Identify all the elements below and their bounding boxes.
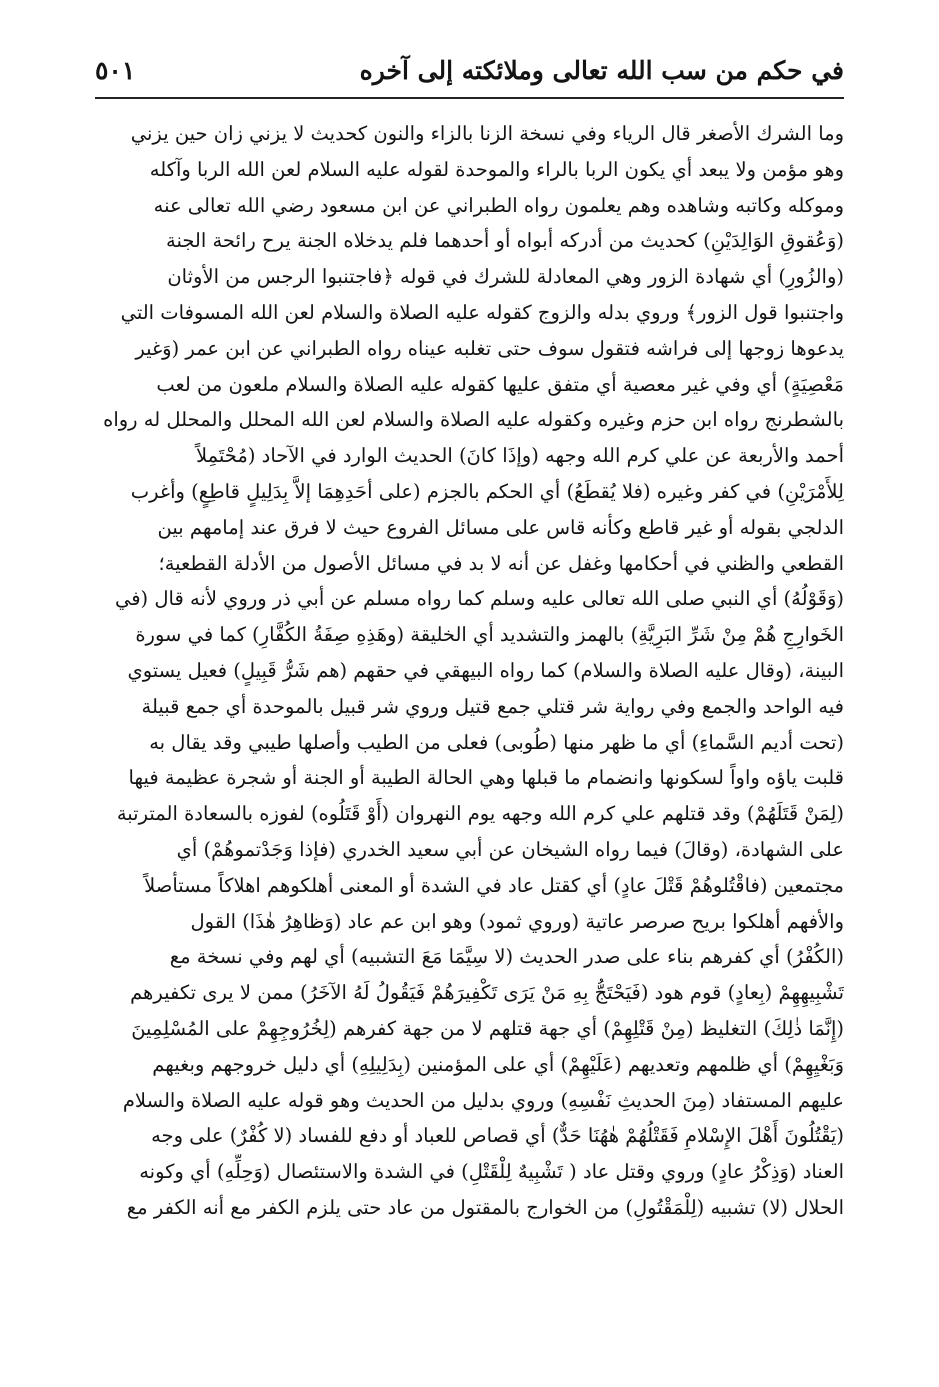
text-line: البينة، (وقال عليه الصلاة والسلام) كما رواه البيهقي في حقهم (هم شَرُّ قَبِيلٍ) فعيل يستوي [127,658,844,682]
text-line: لِلأَمْرَيْنِ) في كفر وغيره (فلا يُقطَعُ) أي الحكم بالجزم (على أحَدِهِمَا إلاَّ بِدَلِيلٍ قاطِعٍ) وأغرب [130,479,844,503]
text-line: وهو مؤمن ولا يبعد أي يكون الربا بالراء والموحدة لقوله عليه السلام لعن الله الربا وآكله [149,157,844,181]
text-line: (وَقَوْلُهُ) أي النبي صلى الله تعالى عليه وسلم كما رواه مسلم عن أبي ذر وروي لأنه قال (في [114,587,844,611]
text-line: فيه الواحد والجمع وفي رواية شر قتلي جمع قتيل وروي شر قبيل بالموحدة أي جمع قبيلة [141,694,844,718]
text-line: (يَقْتُلُونَ أَهْلَ الإِسْلامِ فَقَتْلُهُمْ هٰهُنَا حَدٌّ) أي قصاص للعباد أو دفع للفساد (لا كُفْرٌ) على وجه [151,1124,844,1148]
text-line: القطعي والظني في أحكامها وغفل عن أنه لا بد في مسائل الأصول من الأدلة القطعية؛ [158,551,844,575]
text-line: مَعْصِيَةٍ) أي وفي غير معصية أي متفق عليها كقوله عليه الصلاة والسلام ملعون من لعب [156,372,844,396]
text-line: واجتنبوا قول الزور﴾ وروي بدله والزوج كقوله عليه الصلاة والسلام لعن الله المسوفات التي [120,300,844,324]
running-header [95,50,844,94]
text-line: الدلجي بقوله أو غير قاطع وكأنه قاس على مسائل الفروع حيث لا فرق عند إمامهم بين [157,515,844,539]
header-rule [95,97,844,99]
text-line: (لِمَنْ قَتَلَهُمْ) وقد قتلهم علي كرم الله وجهه يوم النهروان (أَوْ قَتَلُوه) لفوزه بالسعادة المترتبة [116,802,844,826]
page-number: ٥٠١ [95,56,136,85]
text-line: العناد (وَذِكْرُ عادٍ) وروي وقتل عاد ( تَشْبِيهٌ لِلْقَتْلِ) في الشدة والاستئصال (وَحِلِّهِ) أي وكونه [139,1160,844,1184]
text-line: قلبت ياؤه واواً لسكونها وانضمام ما قبلها وهي الحالة الطيبة أو الجنة أو شجرة عظيمة فيها [128,766,844,790]
text-line: وموكله وكاتبه وشاهده وهم يعلمون رواه الطبراني عن ابن مسعود رضي الله تعالى عنه [153,193,844,217]
text-line: (وَعُقوقِ الوَالِدَيْنِ) كحديث من أدركه أبواه أو أحدهما فلم يدخلاه الجنة يرح رائحة الجنة [165,229,844,253]
text-line: الخَوارِجِ هُمْ مِنْ شَرِّ البَرِيَّةِ) بالهمز والتشديد أي الخليقة (وهَذِهِ صِفَةُ الكُفَّارِ) كما في سورة [135,623,844,647]
text-line: والأفهم أهلكوا بريح صرصر عاتية (وروي ثمود) وهو ابن عم عاد (وَظاهِرُ هٰذَا) القول [190,909,844,933]
text-line: (إِنَّمَا ذٰلِكَ) التغليظ (مِنْ قَتْلِهِمْ) أي جهة قتلهم لا من جهة كفرهم (لِخُرُوجِهِمْ على المُسْلِمِينَ [131,1016,844,1040]
text-line: عليهم المستفاد (مِنَ الحديثِ نَفْسِهِ) وروي بدليل من الحديث وهو قوله عليه الصلاة والسلام [122,1088,844,1112]
text-line: (تحت أديم السَّماءِ) أي ما ظهر منها (طُوبى) فعلى من الطيب وأصلها طيبي وقد يقال به [149,730,844,754]
text-line: وَبَغْيِهِمْ) أي ظلمهم وتعديهم (عَلَيْهِمْ) أي على المؤمنين (بِدَلِيلِهِ) أي دليل خروجهم وبغيهم [152,1052,844,1076]
text-line: الحلال (لا) تشبيه (لِلْمَقْتُولِ) من الخوارج بالمقتول من عاد حتى يلزم الكفر مع أنه الكفر مع [126,1195,844,1219]
header-title: في حكم من سب الله تعالى وملائكته إلى آخره [359,56,844,85]
text-line: بالشطرنج رواه ابن حزم وغيره وكقوله عليه الصلاة والسلام لعن الله المحلل والمحلل له رواه [103,408,844,432]
text-line: مجتمعين (فاقْتُلوهُمْ قَتْلَ عادٍ) أي كقتل عاد في الشدة أو المعنى أهلكوهم اهلاكاً مستأصلاً [144,873,844,897]
text-line: تَشْبِيهِهِمْ (بِعادٍ) قوم هود (فَيَحْتَجُّ بِهِ مَنْ يَرَى تَكْفِيرَهُمْ فَيَقُولُ لَهُ الآخَرُ) ممن لا يرى تكفيرهم [130,981,844,1005]
text-line: على الشهادة، (وقالَ) فيما رواه الشيخان عن أبي سعيد الخدري (فإذا وَجَدْتموهُمْ) أي [176,837,844,861]
text-line: أحمد والأربعة عن علي كرم الله وجهه (وإذَا كانَ) الحديث الوارد في الآحاد (مُحْتَمِلاً [196,444,844,468]
text-line: (والزُورِ) أي شهادة الزور وهي المعادلة للشرك في قوله ﴿فاجتنبوا الرجس من الأوثان [167,265,844,289]
text-line: يدعوها زوجها إلى فراشه فتقول سوف حتى تغلبه عيناه رواه الطبراني عن ابن عمر (وَغير [135,336,844,360]
text-line: وما الشرك الأصغر قال الرياء وفي نسخة الزنا بالزاء والنون كحديث لا يزني زان حين يزني [130,122,844,145]
text-line: (الكُفْرُ) أي كفرهم بناء على صدر الحديث (لا سِيَّمَا مَعَ التشبيه) أي لهم وفي نسخة مع [169,945,844,969]
body-text [95,116,844,1226]
